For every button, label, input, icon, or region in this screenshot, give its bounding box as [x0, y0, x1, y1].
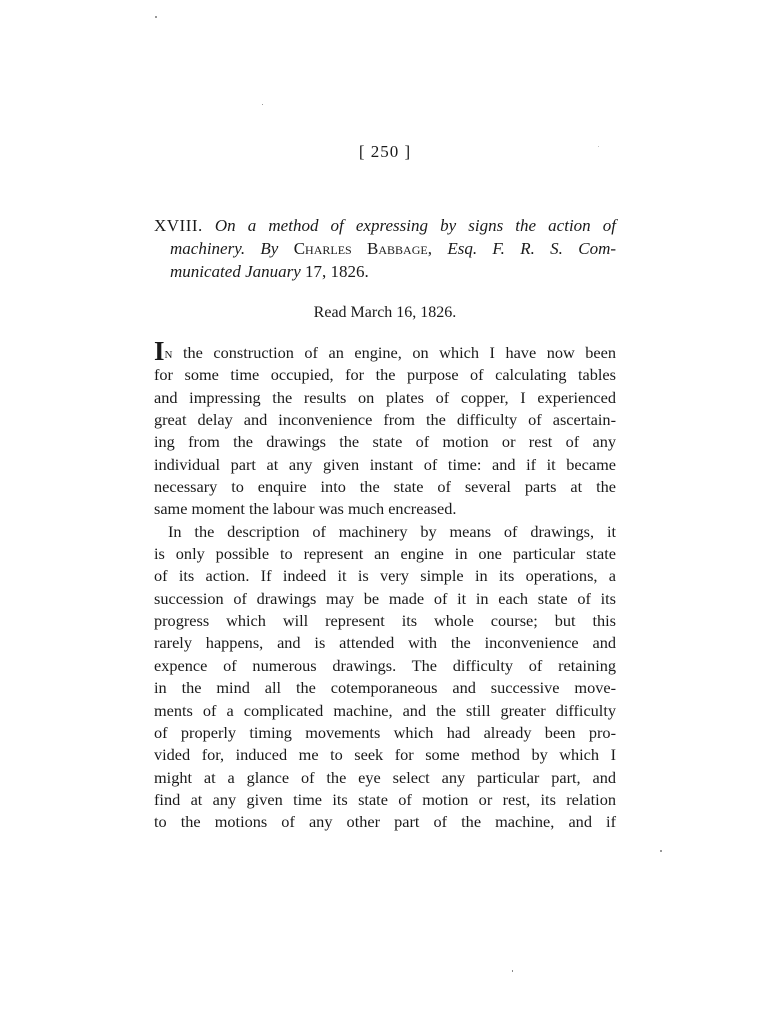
drop-cap-rest: n	[164, 343, 173, 362]
body-line-7: necessary to enquire into the state of several parts at the	[154, 477, 616, 497]
title-part-2: machinery.	[170, 239, 246, 258]
body-line-12: succession of drawings may be made of it in each state of its	[154, 588, 616, 608]
scan-speck	[262, 104, 263, 105]
article-heading	[154, 214, 616, 283]
page-number: [ 250 ]	[358, 142, 412, 161]
communicated-prefix: Com-	[578, 239, 617, 258]
title-part-1: On a method of expressing by signs the action of	[214, 216, 616, 235]
heading-line-1	[154, 214, 616, 237]
read-date: Read March 16, 1826.	[313, 304, 457, 321]
communicated-text: municated January	[170, 262, 301, 281]
author-name: Charles Babbage,	[293, 239, 432, 258]
heading-line-2	[154, 237, 616, 260]
body-line-16: in the mind all the cotemporaneous and successive move-	[154, 678, 616, 698]
body-line-4: great delay and inconvenience from the difficulty of ascertain-	[154, 410, 616, 430]
body-line-17: ments of a complicated machine, and the still greater difficulty	[154, 700, 616, 720]
body-line-15: expence of numerous drawings. The difficulty of retaining	[154, 655, 616, 675]
body-line-1-text: the construction of an engine, on which I have now been	[172, 343, 616, 362]
body-line-22: to the motions of any other part of the machine, and if	[154, 812, 616, 832]
body-line-2: for some time occupied, for the purpose of calculating tables	[154, 365, 616, 385]
drop-cap: I	[154, 336, 165, 366]
body-line-1	[154, 336, 616, 366]
body-line-6: individual part at any given instant of time: and if it became	[154, 454, 616, 474]
body-line-19: vided for, induced me to seek for some method by which I	[154, 745, 616, 765]
body-line-10: is only possible to represent an engine in one particular state	[154, 544, 616, 564]
body-text	[154, 336, 616, 834]
body-line-9: In the description of machinery by means of drawings, it	[168, 521, 616, 541]
body-line-18: of properly timing movements which had already been pro-	[154, 722, 616, 742]
by-word: By	[260, 239, 279, 258]
author-title: Esq. F. R. S.	[447, 239, 563, 258]
scan-speck	[512, 970, 513, 972]
article-number: XVIII.	[154, 216, 203, 235]
scan-speck	[155, 16, 157, 18]
scan-speck	[660, 850, 662, 852]
heading-line-3	[154, 260, 616, 283]
communicated-date: 17, 1826.	[305, 262, 369, 281]
body-line-5: ing from the drawings the state of motion or rest of any	[154, 432, 616, 452]
body-line-14: rarely happens, and is attended with the inconvenience and	[154, 633, 616, 653]
body-line-21: find at any given time its state of motion or rest, its relation	[154, 789, 616, 809]
body-line-20: might at a glance of the eye select any particular part, and	[154, 767, 616, 787]
body-line-11: of its action. If indeed it is very simple in its operations, a	[154, 566, 616, 586]
body-line-13: progress which will represent its whole course; but this	[154, 611, 616, 631]
body-line-3: and impressing the results on plates of copper, I experienced	[154, 387, 616, 407]
scan-speck	[598, 146, 599, 147]
body-line-8: same moment the labour was much encreased.	[154, 499, 457, 519]
